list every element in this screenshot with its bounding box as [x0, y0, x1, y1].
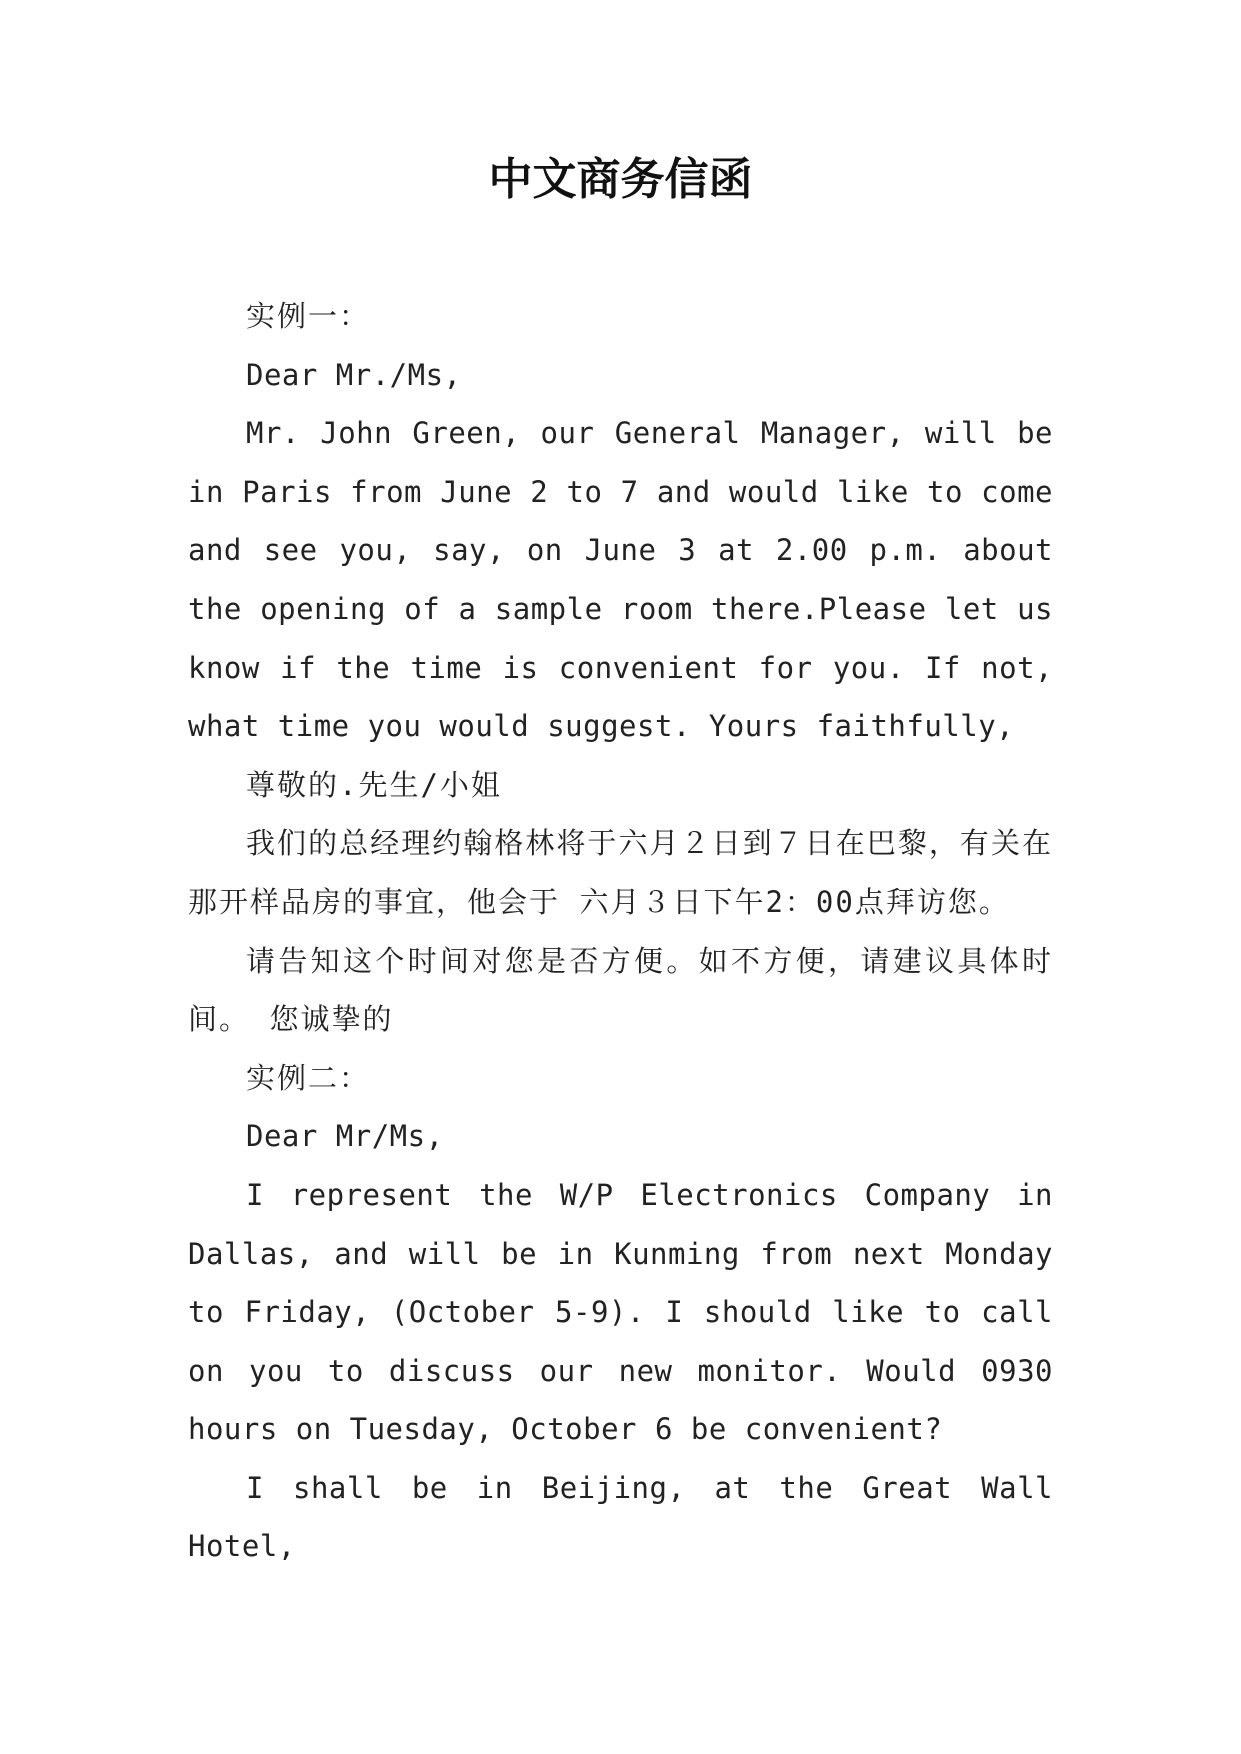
- chinese-salutation-one: 尊敬的.先生/小姐: [246, 767, 502, 802]
- english-salutation-one: Dear Mr./Ms,: [246, 357, 462, 392]
- english-letter-one-body: Mr. John Green, our General Manager, will be in Paris from June 2 to 7 and would like to come and see you, say, on June 3 at 2.00 p.m. about the opening of a sample room there.Please let us know if the time is convenient for you. If not, what time you would suggest. Yours faithfully,: [188, 416, 1053, 744]
- english-letter-two-continuation: I shall be in Beijing, at the Great Wall Hotel,: [188, 1470, 1053, 1564]
- document-title: 中文商务信函: [488, 154, 753, 205]
- document-body: [188, 287, 1053, 1576]
- english-salutation-two: Dear Mr/Ms,: [246, 1119, 444, 1154]
- example-two-heading: 实例二：: [246, 1060, 371, 1095]
- chinese-letter-one-closing: 请告知这个时间对您是否方便。如不方便，请建议具体时间。 您诚挚的: [188, 943, 1053, 1037]
- chinese-letter-one-body: 我们的总经理约翰格林将于六月２日到７日在巴黎，有关在那开样品房的事宜，他会于 六月３日下午2：00点拜访您。: [188, 826, 1053, 919]
- example-one-heading: 实例一：: [246, 299, 371, 333]
- english-letter-two-body: I represent the W/P Electronics Company in Dallas, and will be in Kunming from next Monday to Friday, (October 5-9). I should like to call on you to discuss our new monitor. Would 0930 hours on Tuesday, October 6 be convenient?: [188, 1177, 1053, 1447]
